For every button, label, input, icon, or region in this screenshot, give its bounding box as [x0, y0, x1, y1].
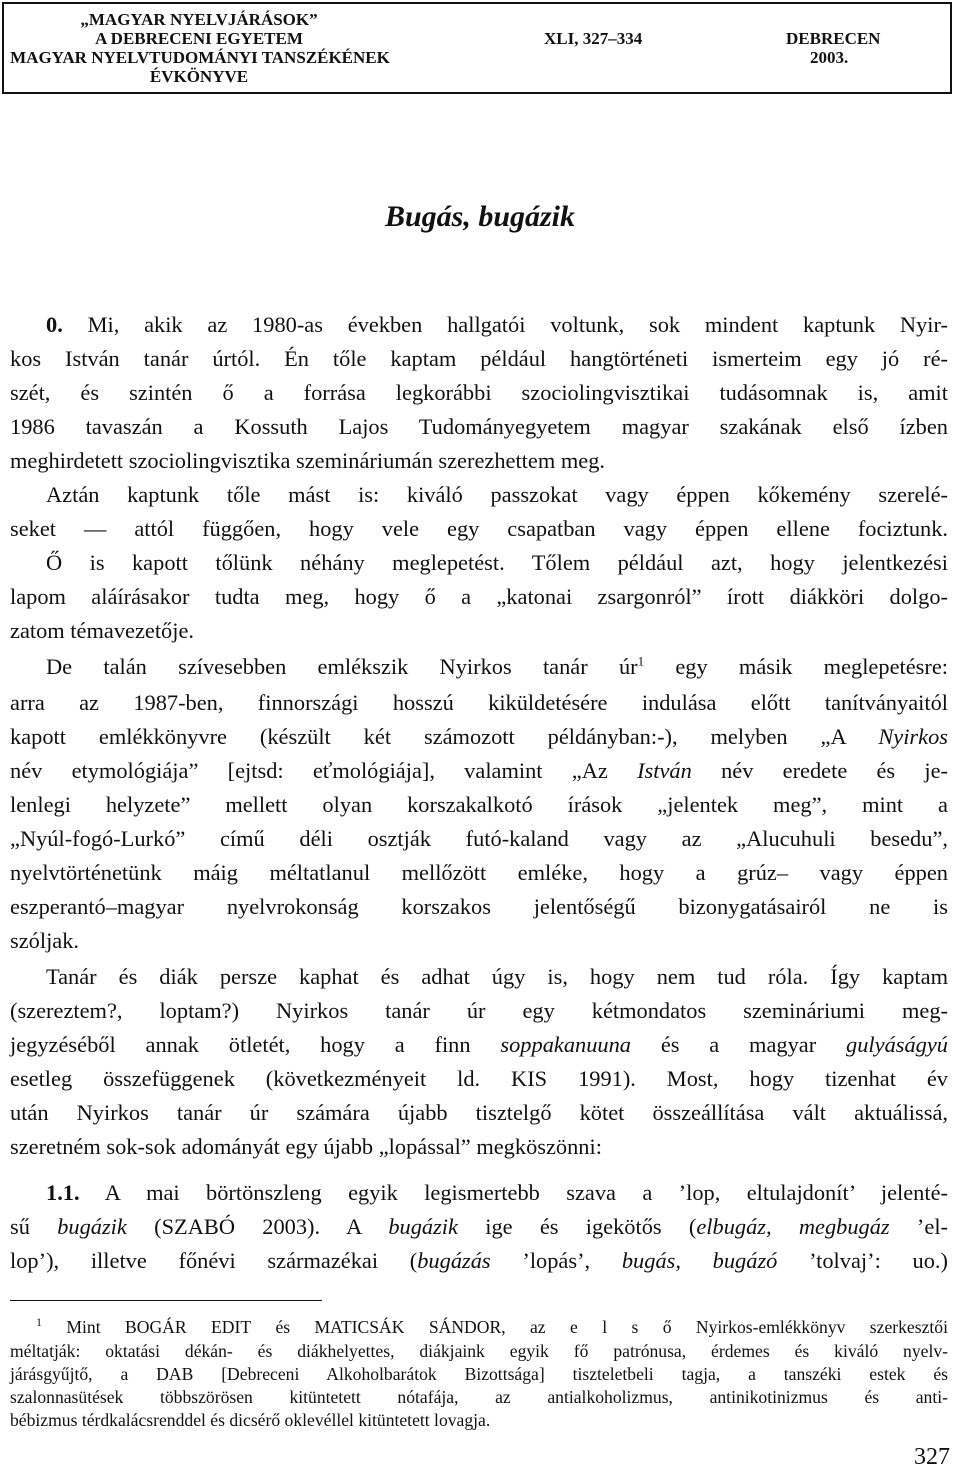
body-line: szeretném sok-sok adományát egy újabb „lopással” megköszönni:	[10, 1134, 602, 1159]
body-line: lenlegi helyzete” mellett olyan korszakalkotó írások „jelentek meg”, mint a	[10, 792, 948, 817]
footnote-divider	[10, 1300, 322, 1301]
italic-term: gulyáságyú	[846, 1032, 948, 1057]
page-number: 327	[914, 1444, 950, 1470]
header-city: DEBRECEN	[786, 29, 881, 48]
body-line: zatom témavezetője.	[10, 618, 195, 643]
author-name: ZABÓ	[174, 1214, 235, 1239]
body-line: Aztán kaptunk tőle mást is: kiváló passzokat vagy éppen kőkemény szerelé-	[46, 482, 948, 507]
body-line	[10, 756, 948, 786]
footnote-line: méltatják: oktatási dékán- és diákhelyettes, diákjaink egyik fő patrónusa, érdemes és kiváló nyelv-	[10, 1341, 948, 1361]
footnote-line: bébizmus térdkalácsrenddel és dicsérő oklevéllel kitüntetett lovagja.	[10, 1410, 491, 1430]
footnote-text: , az e l s ő Nyirkos-emlékkönyv szerkesztői	[501, 1317, 948, 1337]
header-year: 2003.	[810, 48, 849, 67]
header-series-title: „MAGYAR NYELVJÁRÁSOK”	[80, 10, 318, 29]
italic-term: elbugáz, megbugáz	[696, 1214, 890, 1239]
body-text: lop’), illetve főnévi származékai (	[10, 1248, 418, 1273]
body-text: egy másik meglepetésre:	[675, 654, 948, 679]
italic-term: bugázik	[388, 1214, 458, 1239]
body-line: seket — attól függően, hogy vele egy csapatban vagy éppen ellene fociztunk.	[10, 516, 948, 541]
italic-term: Nyirkos	[878, 724, 948, 749]
article-title: Bugás, bugázik	[384, 200, 576, 233]
body-line: kos István tanár úrtól. Én tőle kaptam például hangtörténeti ismerteim egy jó ré-	[10, 346, 948, 371]
body-line: nyelvtörténetünk máig méltatlanul mellőzött emléke, hogy a grúz– vagy éppen	[10, 860, 948, 885]
body-text: jegyzéséből annak ötletét, hogy a finn	[10, 1032, 471, 1057]
body-line	[46, 652, 948, 682]
author-name: (S	[154, 1214, 175, 1239]
body-text: Mi, akik az 1980-as években hallgatói voltunk, sok mindent kaptunk Nyir-	[87, 312, 948, 337]
body-line: arra az 1987-ben, finnországi hosszú kiküldetésére indulása előtt tanítványaitól	[10, 690, 948, 715]
header-university: A DEBRECENI EGYETEM	[95, 29, 303, 48]
section-number: 1.1.	[46, 1180, 80, 1205]
body-text: ’lopás’,	[522, 1248, 591, 1273]
body-line: „Nyúl-fogó-Lurkó” című déli osztják futó-kaland vagy az „Alucuhuli besedu”,	[10, 826, 948, 851]
body-text: esetleg összefüggenek (következményeit ld.	[10, 1066, 481, 1091]
footnote-line	[36, 1316, 948, 1339]
author-name: OGÁR	[136, 1317, 187, 1337]
author-name: B	[125, 1317, 137, 1337]
body-line	[10, 1030, 948, 1060]
body-line	[10, 1246, 948, 1276]
footnote-line: szalonnasütések többszörösen kitüntetett nótafája, az antialkoholizmus, antinikotinizmus és anti-	[10, 1387, 948, 1407]
body-line: meghirdetett szociolingvisztika szemináriumán szerezhettem meg.	[10, 448, 606, 473]
italic-term: bugázás	[417, 1248, 491, 1273]
body-text: ige és igekötős (	[485, 1214, 697, 1239]
body-text: név etymológiája” [ejtsd: eťmológiája], valamint „Az	[10, 758, 608, 783]
body-text: ’tolvaj’: uo.)	[809, 1248, 948, 1273]
author-name: M	[314, 1317, 331, 1337]
body-text: 2003). A	[262, 1214, 362, 1239]
header-department: MAGYAR NYELVTUDOMÁNYI TANSZÉKÉNEK	[10, 48, 390, 67]
header-yearbook: ÉVKÖNYVE	[149, 67, 249, 86]
footnote-line: járásgyűjtő, a DAB [Debreceni Alkoholbarátok Bizottsága] tiszteletbeli tagja, a tanszéki estek és	[10, 1364, 948, 1384]
footnote-marker: 1	[36, 1315, 42, 1330]
body-line: után Nyirkos tanár úr számára újabb tisztelgő kötet összeállítása vált aktuálissá,	[10, 1100, 948, 1125]
body-text: név eredete és je-	[721, 758, 949, 783]
body-line	[10, 1212, 948, 1242]
body-text: A mai börtönszleng egyik legismertebb szava a ’lop, eltulajdonít’ jelenté-	[104, 1180, 948, 1205]
body-text: sű	[10, 1214, 30, 1239]
body-text: De talán szívesebben emlékszik Nyirkos tanár úr	[46, 654, 638, 679]
italic-term: István	[637, 758, 692, 783]
body-line: lapom aláírásakor tudta meg, hogy ő a „katonai zsargonról” írott diákköri dolgo-	[10, 584, 948, 609]
body-text: 1991). Most, hogy tizenhat év	[578, 1066, 948, 1091]
italic-term: soppakanuuna	[500, 1032, 631, 1057]
author-name: ATICSÁK	[330, 1317, 405, 1337]
header-volume: XLI, 327–334	[544, 29, 643, 48]
footnote-text: Mint	[66, 1317, 101, 1337]
footnote-ref: 1	[637, 653, 645, 669]
body-line: (szereztem?, loptam?) Nyirkos tanár úr egy kétmondatos szemináriumi meg-	[10, 998, 948, 1023]
body-line: 0. Mi, akik az 1980-as években hallgatói voltunk, sok mindent kaptunk Nyir-	[46, 312, 948, 337]
author-name: S	[428, 1317, 439, 1337]
footnote-text: és	[275, 1317, 291, 1337]
body-line	[10, 1064, 948, 1094]
body-line: Ő is kapott tőlünk néhány meglepetést. Tőlem például azt, hogy jelentkezési	[46, 550, 948, 575]
body-line: szóljak.	[10, 928, 80, 953]
journal-header	[2, 2, 952, 94]
body-line: eszperantó–magyar nyelvrokonság korszakos jelentőségű bizonygatásairól ne is	[10, 894, 948, 919]
body-text: és a magyar	[660, 1032, 817, 1057]
author-name: DIT	[221, 1317, 252, 1337]
body-text: kapott emlékkönyvre (készült két számozott példányban:-), melyben „A	[10, 724, 846, 749]
italic-term: bugázik	[57, 1214, 127, 1239]
body-line: szét, és szintén ő a forrása legkorábbi szociolingvisztikai tudásomnak is, amit	[10, 380, 948, 405]
author-name: ÁNDOR	[438, 1317, 502, 1337]
italic-term: bugás, bugázó	[621, 1248, 778, 1273]
author-name: K	[511, 1066, 528, 1091]
body-line: 1986 tavaszán a Kossuth Lajos Tudományegyetem magyar szakának első ízben	[10, 414, 948, 439]
body-line	[10, 722, 948, 752]
author-name: IS	[527, 1066, 548, 1091]
body-text: ’el-	[916, 1214, 948, 1239]
body-line	[46, 1178, 948, 1208]
body-line: Tanár és diák persze kaphat és adhat úgy is, hogy nem tud róla. Így kaptam	[46, 964, 948, 989]
author-name: E	[211, 1317, 222, 1337]
